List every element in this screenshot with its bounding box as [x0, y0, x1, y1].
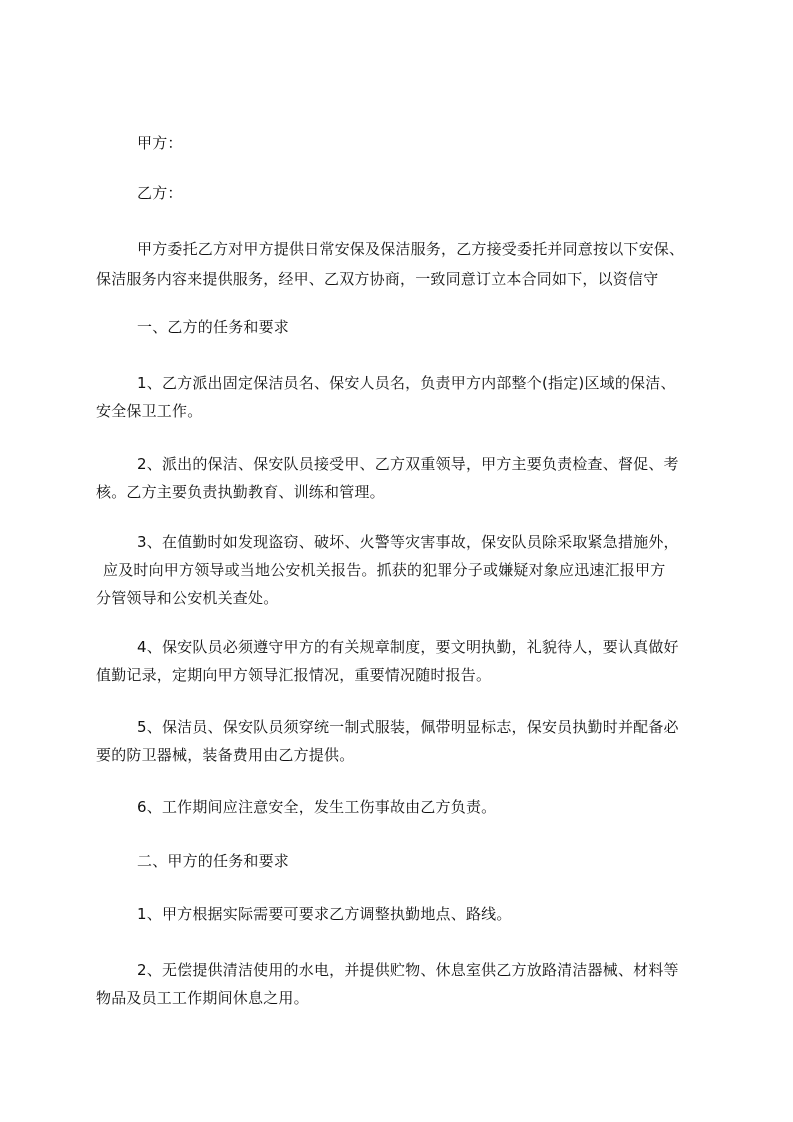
section-2-item-1-line-1: 1、甲方根据实际需要可要求乙方调整执勤地点、路线。	[137, 905, 512, 923]
section-1-item-5-line-1: 5、保洁员、保安队员须穿统一制式服装，佩带明显标志，保安员执勤时并配备必	[137, 718, 679, 736]
section-1-item-4-line-1: 4、保安队员必须遵守甲方的有关规章制度，要文明执勤，礼貌待人，要认真做好	[137, 638, 679, 656]
section-1-item-1-line-2: 安全保卫工作。	[96, 402, 203, 420]
section-2-heading: 二、甲方的任务和要求	[137, 852, 290, 870]
section-1-item-4-line-2: 值勤记录，定期向甲方领导汇报情况，重要情况随时报告。	[96, 666, 492, 684]
party-b-label: 乙方：	[137, 184, 183, 202]
section-1-item-1-line-1: 1、乙方派出固定保洁员名、保安人员名，负责甲方内部整个(指定)区域的保洁、	[137, 374, 676, 392]
section-1-item-3-line-3: 分管领导和公安机关查处。	[96, 589, 279, 607]
section-1-item-3-line-1: 3、在值勤时如发现盗窃、破坏、火警等灾害事故，保安队员除采取紧急措施外，	[137, 533, 679, 551]
section-2-item-2-line-1: 2、无偿提供清洁使用的水电，并提供贮物、休息室供乙方放路清洁器械、材料等	[137, 961, 679, 979]
section-1-item-5-line-2: 要的防卫器械，装备费用由乙方提供。	[96, 746, 355, 764]
intro-line-1: 甲方委托乙方对甲方提供日常安保及保洁服务，乙方接受委托并同意按以下安保、	[137, 240, 685, 258]
section-1-item-2-line-1: 2、派出的保洁、保安队员接受甲、乙方双重领导，甲方主要负责检查、督促、考	[137, 455, 679, 473]
intro-line-2: 保洁服务内容来提供服务，经甲、乙双方协商，一致同意订立本合同如下，以资信守	[96, 270, 659, 288]
section-1-item-3-line-2: 应及时向甲方领导或当地公安机关报告。抓获的犯罪分子或嫌疑对象应迅速汇报甲方	[103, 561, 666, 579]
section-1-heading: 一、乙方的任务和要求	[137, 318, 290, 336]
section-2-item-2-line-2: 物品及员工工作期间休息之用。	[96, 989, 309, 1007]
section-1-item-2-line-2: 核。乙方主要负责执勤教育、训练和管理。	[96, 483, 385, 501]
party-a-label: 甲方：	[137, 134, 183, 152]
section-1-item-6-line-1: 6、工作期间应注意安全，发生工伤事故由乙方负责。	[137, 798, 497, 816]
